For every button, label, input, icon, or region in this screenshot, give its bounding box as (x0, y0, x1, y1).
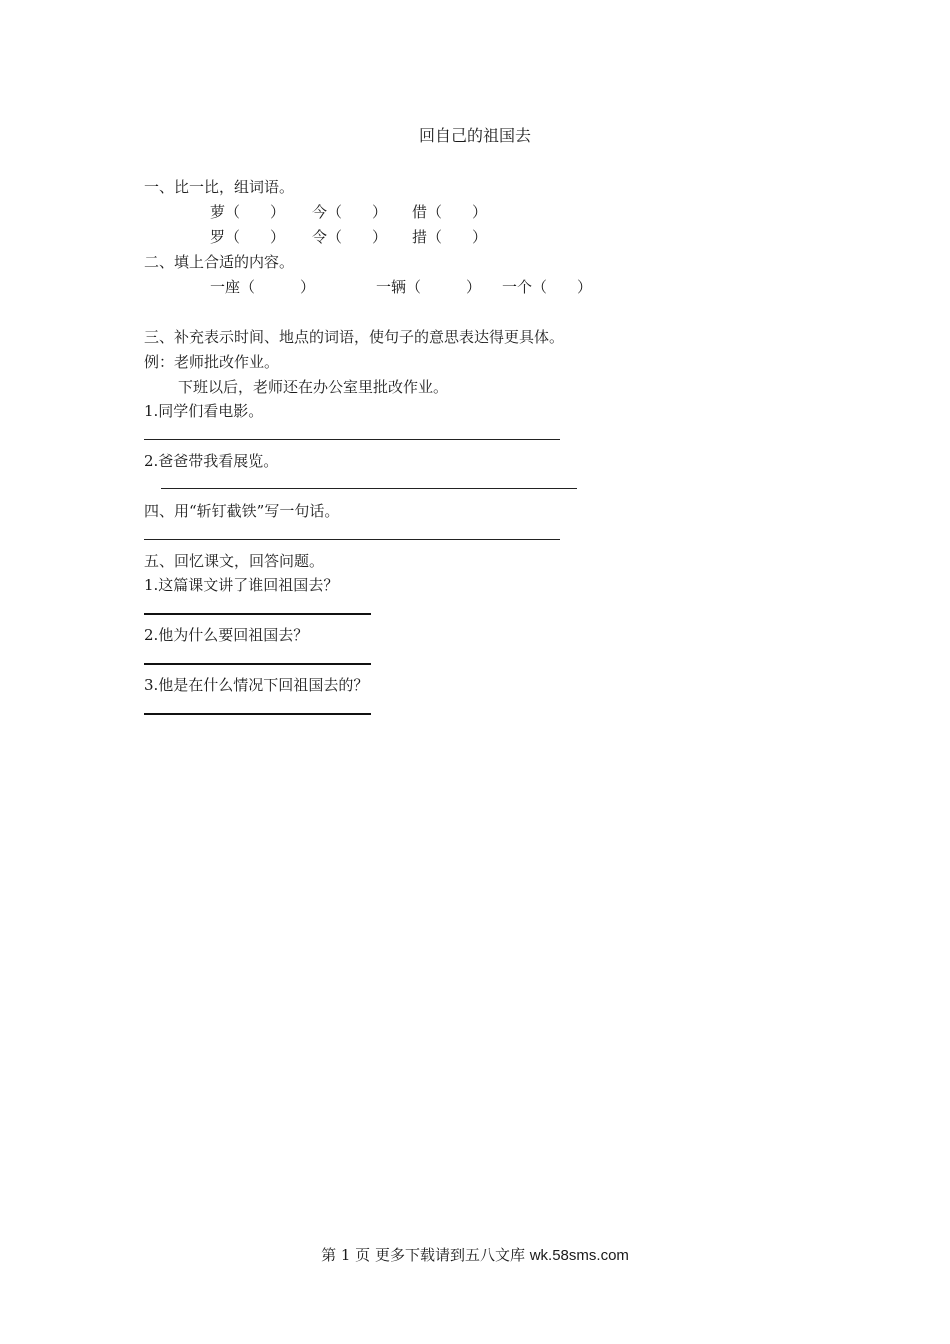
question-5-2: 2.他为什么要回祖国去？ (144, 626, 309, 644)
answer-line-5-3 (144, 713, 371, 715)
section5-heading: 五、回忆课文，回答问题。 (144, 552, 325, 570)
section1-heading: 一、比一比，组词语。 (144, 178, 295, 196)
word-pair-2b: 令（ ） (312, 228, 388, 246)
question-3-1: 1.同学们看电影。 (144, 402, 264, 420)
footer-text: 第 1 页 更多下载请到五八文库 (321, 1246, 530, 1264)
measure-word-1: 一座（ ） (210, 278, 316, 296)
word-pair-1b: 罗（ ） (210, 228, 286, 246)
answer-line-5-1 (144, 613, 371, 615)
measure-word-2: 一辆（ ） (376, 278, 482, 296)
page-footer (0, 1245, 950, 1266)
word-pair-2a: 今（ ） (312, 203, 388, 221)
word-pair-3b: 措（ ） (412, 228, 488, 246)
word-pair-3a: 借（ ） (412, 203, 488, 221)
answer-line-5-2 (144, 663, 371, 665)
footer-site-link[interactable]: wk.58sms.com (529, 1247, 629, 1264)
answer-line-4 (144, 539, 560, 540)
measure-word-3: 一个（ ） (502, 278, 593, 296)
page-title: 回自己的祖国去 (418, 126, 531, 145)
question-3-2: 2.爸爸带我看展览。 (144, 452, 279, 470)
example-answer: 下班以后，老师还在办公室里批改作业。 (178, 378, 449, 396)
section2-heading: 二、填上合适的内容。 (144, 253, 295, 271)
example-sentence: 例：老师批改作业。 (144, 353, 280, 371)
question-5-3: 3.他是在什么情况下回祖国去的？ (144, 676, 369, 694)
answer-line-3-2 (161, 488, 577, 489)
question-5-1: 1.这篇课文讲了谁回祖国去？ (144, 576, 339, 594)
answer-line-3-1 (144, 439, 560, 440)
section4-heading: 四、用“斩钉截铁”写一句话。 (144, 502, 340, 520)
word-pair-1a: 萝（ ） (210, 203, 286, 221)
section3-heading: 三、补充表示时间、地点的词语，使句子的意思表达得更具体。 (144, 328, 565, 346)
